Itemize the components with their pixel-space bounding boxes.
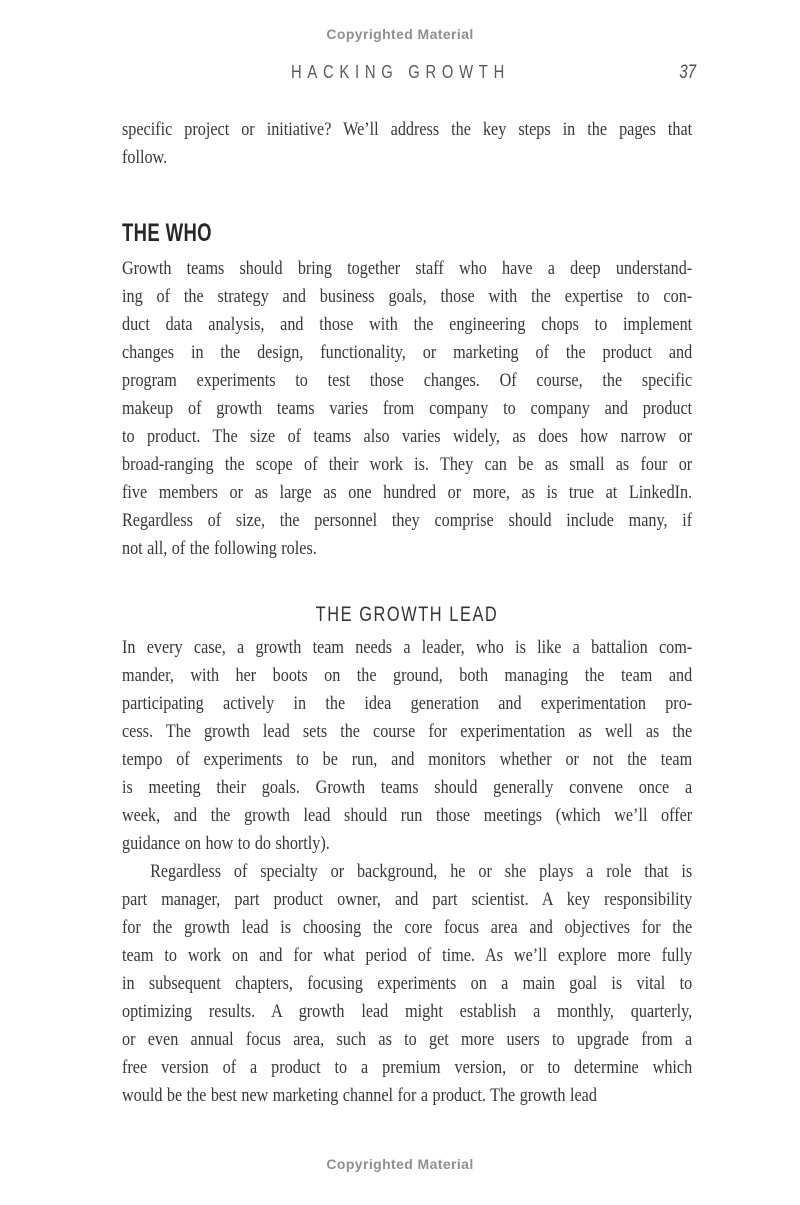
text-line: In every case, a growth team needs a leader, who is like a battalion com- — [122, 637, 693, 658]
text-line: guidance on how to do shortly). — [122, 833, 330, 854]
text-line: week, and the growth lead should run those meetings (which we’ll offer — [122, 805, 693, 826]
continuation-paragraph — [122, 116, 692, 172]
text-line: not all, of the following roles. — [122, 538, 317, 559]
section-heading-the-who: THE WHO — [122, 219, 212, 247]
text-line: follow. — [122, 147, 168, 168]
text-line: part manager, part product owner, and part scientist. A key responsibility — [122, 889, 693, 910]
text-line: would be the best new marketing channel for a product. The growth lead — [122, 1085, 597, 1106]
text-line: broad-ranging the scope of their work is. They can be as small as four or — [122, 454, 693, 475]
text-line: to product. The size of teams also varies widely, as does how narrow or — [122, 426, 693, 447]
text-line: cess. The growth lead sets the course for experimentation as well as the — [122, 721, 693, 742]
text-line: mander, with her boots on the ground, both managing the team and — [122, 665, 693, 686]
text-line: optimizing results. A growth lead might establish a monthly, quarterly, — [122, 1001, 693, 1022]
section-heading-growth-lead: THE GROWTH LEAD — [315, 603, 499, 626]
text-line: or even annual focus area, such as to get more users to upgrade from a — [122, 1029, 693, 1050]
text-line: participating actively in the idea generation and experimentation pro- — [122, 693, 693, 714]
the-who-paragraph — [122, 255, 692, 563]
text-line: changes in the design, functionality, or marketing of the product and — [122, 342, 693, 363]
growth-lead-paragraph-2 — [122, 858, 692, 1110]
text-line: is meeting their goals. Growth teams should generally convene once a — [122, 777, 693, 798]
text-line: tempo of experiments to be run, and monitors whether or not the team — [122, 749, 693, 770]
text-line: specific project or initiative? We’ll address the key steps in the pages that — [122, 119, 693, 140]
text-line: for the growth lead is choosing the core focus area and objectives for the — [122, 917, 693, 938]
growth-lead-paragraph-1 — [122, 634, 692, 858]
text-line: five members or as large as one hundred or more, as is true at LinkedIn. — [122, 482, 693, 503]
page-number: 37 — [679, 62, 696, 83]
copyright-notice-top: Copyrighted Material — [326, 26, 474, 42]
text-column — [122, 116, 692, 1110]
text-line: Growth teams should bring together staff who have a deep understand- — [122, 258, 693, 279]
text-line: duct data analysis, and those with the engineering chops to implement — [122, 314, 693, 335]
text-line: free version of a product to a premium version, or to determine which — [122, 1057, 693, 1078]
text-line: makeup of growth teams varies from company to company and product — [122, 398, 693, 419]
text-line: team to work on and for what period of time. As we’ll explore more fully — [122, 945, 693, 966]
text-line: program experiments to test those changes. Of course, the specific — [122, 370, 693, 391]
text-line: ing of the strategy and business goals, those with the expertise to con- — [122, 286, 693, 307]
copyright-notice-bottom: Copyrighted Material — [326, 1156, 474, 1172]
text-line: Regardless of specialty or background, he or she plays a role that is — [150, 861, 693, 882]
text-line: Regardless of size, the personnel they comprise should include many, if — [122, 510, 693, 531]
running-header-title: HACKING GROWTH — [290, 62, 510, 82]
text-line: in subsequent chapters, focusing experiments on a main goal is vital to — [122, 973, 693, 994]
